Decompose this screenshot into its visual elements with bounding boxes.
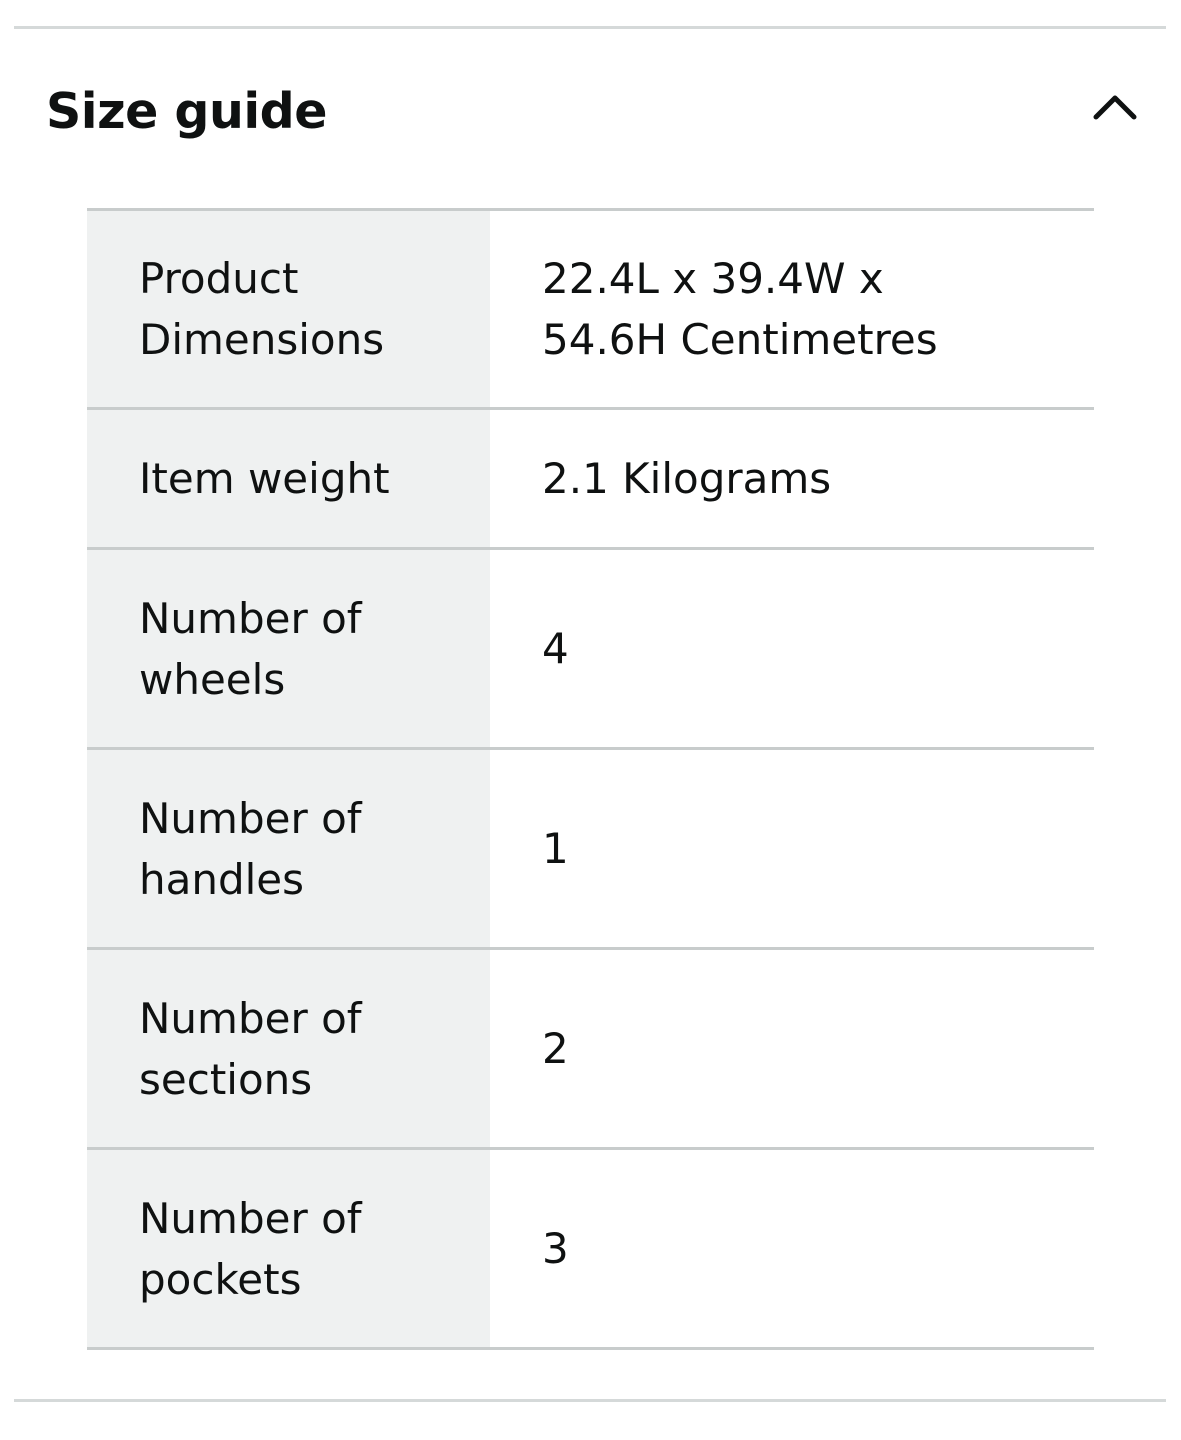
section-divider-top	[14, 26, 1166, 29]
spec-value: 2	[542, 1024, 569, 1073]
spec-value-cell	[490, 1150, 1094, 1347]
spec-label-cell	[87, 550, 490, 747]
spec-row-product-dimensions	[87, 211, 1094, 410]
spec-label-cell	[87, 1150, 490, 1347]
spec-value: 1	[542, 824, 569, 873]
spec-label-cell	[87, 211, 490, 407]
spec-label: Number of sections	[139, 993, 362, 1104]
spec-label: Number of handles	[139, 793, 362, 904]
section-divider-bottom	[14, 1399, 1166, 1402]
spec-label: Product Dimensions	[139, 254, 385, 364]
spec-label-cell	[87, 750, 490, 947]
spec-row-number-of-handles	[87, 750, 1094, 950]
spec-value-cell	[490, 410, 1094, 547]
size-guide-header[interactable]	[0, 56, 1181, 166]
spec-label: Number of wheels	[139, 593, 362, 704]
section-title: Size guide	[46, 83, 327, 140]
spec-value: 2.1 Kilograms	[542, 454, 832, 503]
spec-row-number-of-wheels	[87, 550, 1094, 750]
spec-value-cell	[490, 750, 1094, 947]
spec-row-item-weight	[87, 410, 1094, 550]
spec-label-cell	[87, 410, 490, 547]
spec-row-number-of-sections	[87, 950, 1094, 1150]
spec-value: 3	[542, 1224, 569, 1273]
spec-table	[87, 208, 1094, 1350]
spec-label: Item weight	[139, 454, 390, 503]
spec-row-number-of-pockets	[87, 1150, 1094, 1350]
chevron-up-icon[interactable]	[1088, 84, 1142, 124]
spec-value: 4	[542, 624, 569, 673]
spec-value-cell	[490, 550, 1094, 747]
spec-value: 22.4L x 39.4W x 54.6H Centimetres	[542, 254, 938, 364]
spec-value-cell	[490, 211, 1094, 407]
spec-label: Number of pockets	[139, 1193, 362, 1304]
spec-label-cell	[87, 950, 490, 1147]
spec-value-cell	[490, 950, 1094, 1147]
